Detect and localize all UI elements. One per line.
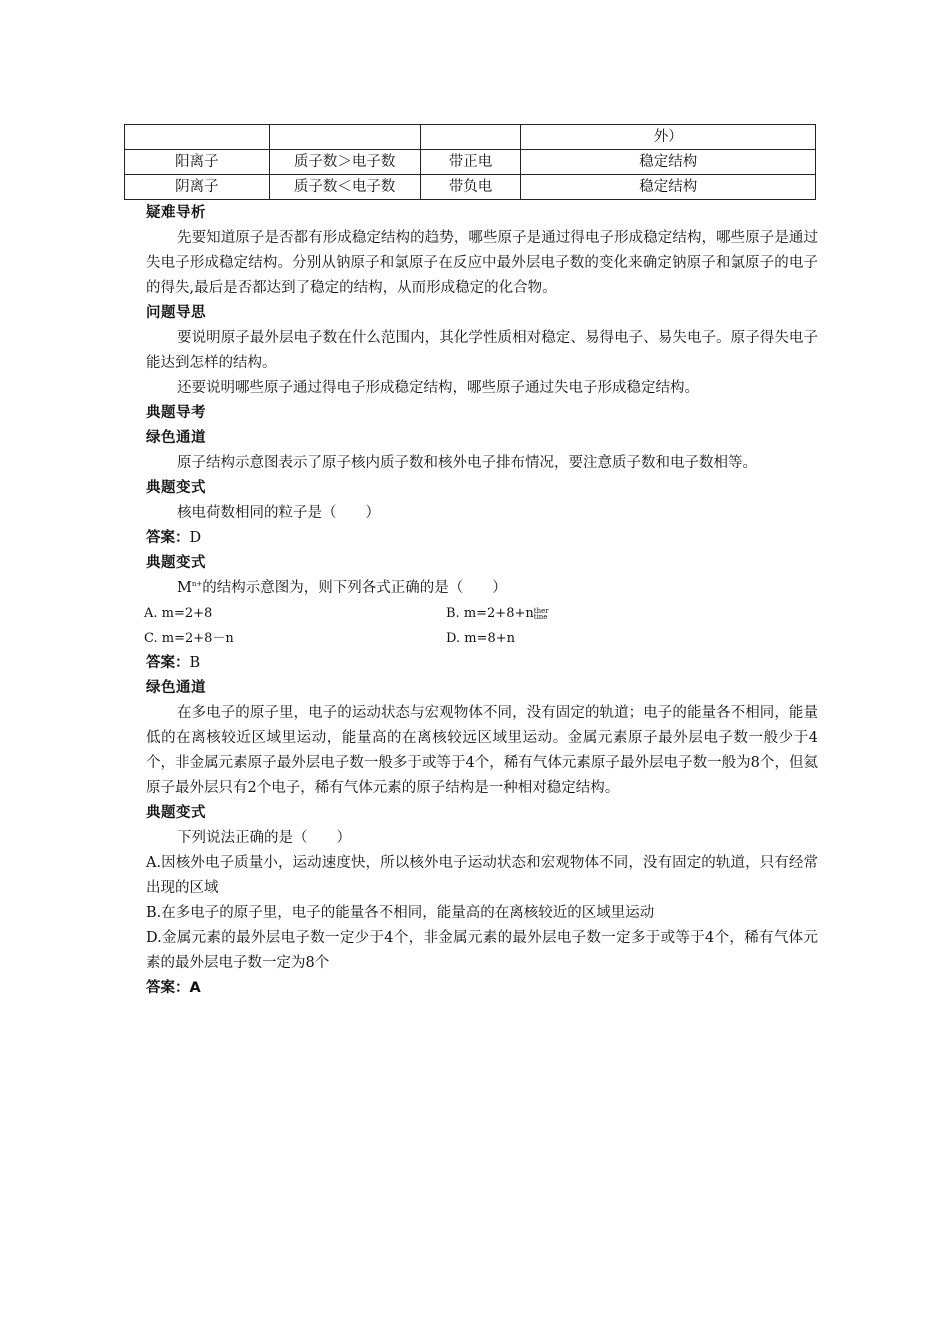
table-cell: 稳定结构 <box>521 150 816 175</box>
option-c: C. m=2+8－n <box>144 631 234 646</box>
answer-value: D <box>189 530 202 546</box>
table-cell: 稳定结构 <box>521 175 816 200</box>
answer-line <box>146 651 818 676</box>
table-cell: 外） <box>521 125 816 150</box>
option-a: A.因核外电子质量小，运动速度快，所以核外电子运动状态和宏观物体不同，没有固定的轨道，只有经常出现的区域 <box>146 855 818 896</box>
ion-table <box>124 124 816 200</box>
question-text: $M^{n+}$的结构示意图为，则下列各式正确的是（ ） <box>177 580 507 596</box>
answer-line <box>146 526 818 551</box>
table-row <box>125 150 816 175</box>
table-cell <box>125 125 270 150</box>
section-heading: 典题导考 <box>146 405 206 421</box>
question-text: 下列说法正确的是（ ） <box>177 830 351 846</box>
table-cell: 带负电 <box>420 175 521 200</box>
option-b: B.在多电子的原子里，电子的能量各不相同，能量高的在离核较近的区域里运动 <box>146 905 655 921</box>
document-body <box>146 201 818 1001</box>
section-heading: 典题变式 <box>146 805 206 821</box>
section-heading: 典题变式 <box>146 555 206 571</box>
paragraph: 先要知道原子是否都有形成稳定结构的趋势，哪些原子是通过得电子形成稳定结构，哪些原子是通过失电子形成稳定结构。分别从钠原子和氯原子在反应中最外层电子数的变化来确定钠原子和氯原子的电子的得失,最后是否都达到了稳定的结构，从而形成稳定的化合物。 <box>146 230 818 296</box>
option-b-artifact: ther tine <box>533 606 549 621</box>
answer-line <box>146 976 818 1001</box>
options-row <box>144 601 818 626</box>
paragraph: 还要说明哪些原子通过得电子形成稳定结构，哪些原子通过失电子形成稳定结构。 <box>177 380 699 396</box>
section-heading: 疑难导析 <box>146 205 206 221</box>
table-cell: 阳离子 <box>125 150 270 175</box>
answer-label: 答案： <box>146 655 190 671</box>
section-heading: 绿色通道 <box>146 430 206 446</box>
table-row <box>125 175 816 200</box>
table-cell: 质子数＞电子数 <box>269 150 420 175</box>
answer-label: 答案： <box>146 980 190 996</box>
option-b: B. m=2+8+nther tine <box>446 606 549 621</box>
table-row <box>125 125 816 150</box>
table-cell: 质子数＜电子数 <box>269 175 420 200</box>
question-text: 核电荷数相同的粒子是（ ） <box>177 505 380 521</box>
options-row <box>144 626 818 651</box>
paragraph: 原子结构示意图表示了原子核内质子数和核外电子排布情况，要注意质子数和电子数相等。 <box>177 455 757 471</box>
option-d: D. m=8+n <box>446 631 515 646</box>
paragraph: 在多电子的原子里，电子的运动状态与宏观物体不同，没有固定的轨道；电子的能量各不相同，能量低的在离核较近区域里运动，能量高的在离核较远区域里运动。金属元素原子最外层电子数一般少于4个，非金属元素原子最外层电子数一般多于或等于4个，稀有气体元素原子最外层电子数一般为8个，但氦原子最外层只有2个电子，稀有气体元素的原子结构是一种相对稳定结构。 <box>146 705 818 796</box>
section-heading: 问题导思 <box>146 305 206 321</box>
option-a: A. m=2+8 <box>144 606 213 621</box>
section-heading: 绿色通道 <box>146 680 206 696</box>
option-d: D.金属元素的最外层电子数一定少于4个，非金属元素的最外层电子数一定多于或等于4个，稀有气体元素的最外层电子数一定为8个 <box>146 930 818 971</box>
table-cell: 阴离子 <box>125 175 270 200</box>
paragraph: 要说明原子最外层电子数在什么范围内，其化学性质相对稳定、易得电子、易失电子。原子得失电子能达到怎样的结构。 <box>146 330 818 371</box>
table-cell <box>269 125 420 150</box>
charge-superscript: n+ <box>191 580 203 589</box>
table-cell <box>420 125 521 150</box>
answer-label: 答案： <box>146 530 190 546</box>
answer-value: A <box>189 980 201 996</box>
answer-value: B <box>189 655 201 671</box>
table-cell: 带正电 <box>420 150 521 175</box>
section-heading: 典题变式 <box>146 480 206 496</box>
